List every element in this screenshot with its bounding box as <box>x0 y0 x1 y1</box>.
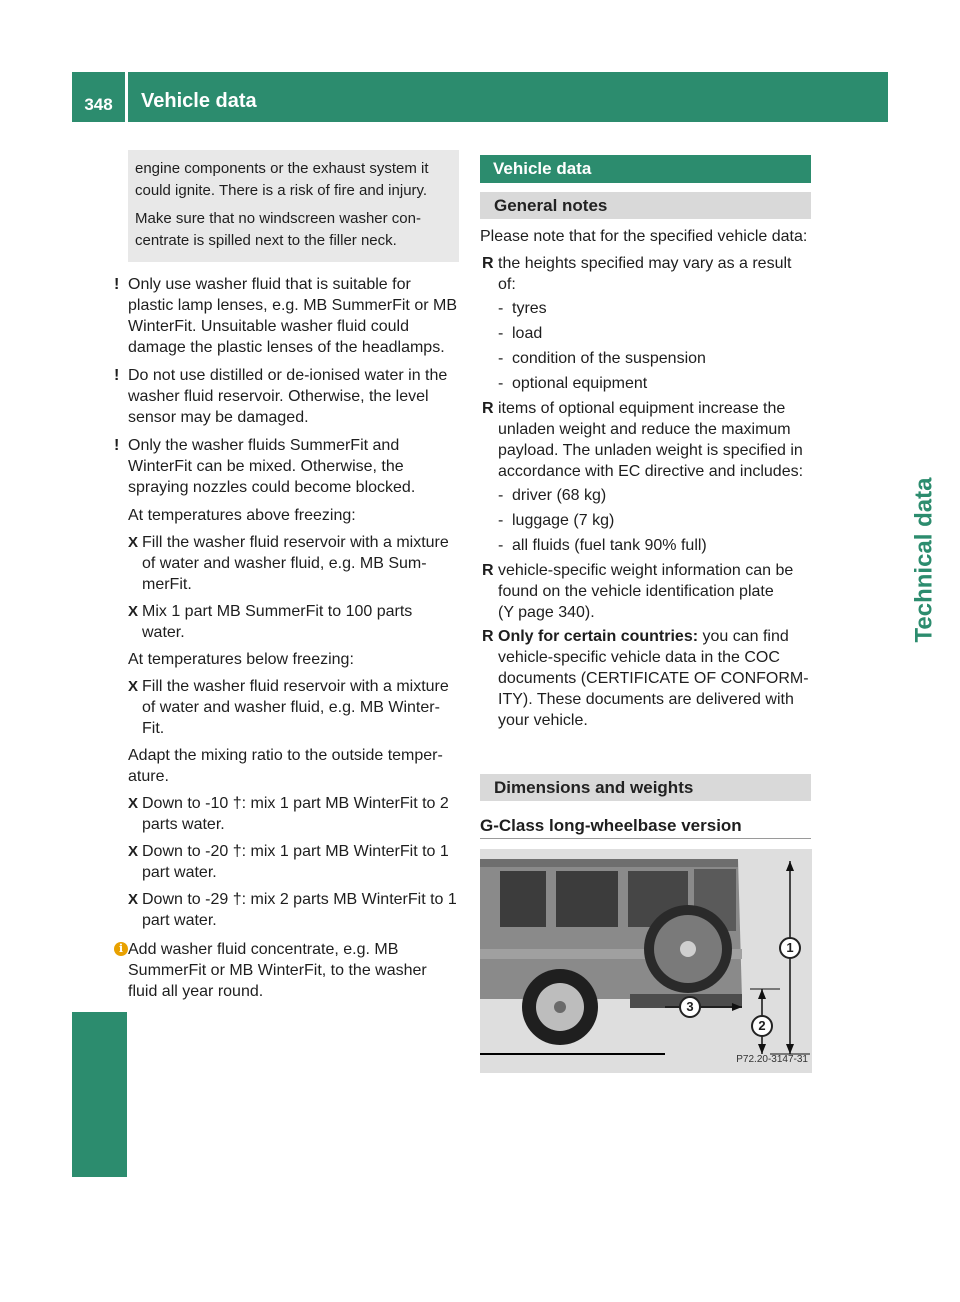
dash-text: condition of the suspension <box>512 350 706 367</box>
bullet-item <box>480 253 811 295</box>
notice-distilled-water <box>114 365 459 428</box>
page-number: 348 <box>84 95 113 114</box>
step-item <box>128 676 459 739</box>
bullet-marker: R <box>482 562 494 579</box>
bullet-item <box>480 560 811 623</box>
dash-item <box>480 348 811 369</box>
warning-text-1: engine components or the exhaust system it could ignite. There is a risk of fire and injury. <box>135 160 429 199</box>
notice-icon: ! <box>114 276 120 293</box>
step-item <box>128 793 459 835</box>
side-tab-column <box>72 122 127 1012</box>
dash-marker: - <box>498 487 504 504</box>
step-item <box>128 841 459 883</box>
notice-text: Only use washer fluid that is suitable for plastic lamp lenses, e.g. MB SummerFit or MB WinterFit. Unsuitable washer fluid could damage the plastic lenses of the headlamps. <box>128 276 457 356</box>
dash-item <box>480 510 811 531</box>
info-icon: i <box>114 942 128 956</box>
notice-icon: ! <box>114 437 120 454</box>
header-title: Vehicle data <box>141 90 257 112</box>
warning-box <box>128 150 459 262</box>
bullet-item <box>480 398 811 482</box>
header-divider <box>125 72 128 122</box>
bullet-bold-lead: Only for certain countries: <box>498 628 699 645</box>
vehicle-dimensions-figure <box>480 849 812 1073</box>
notice-text: Only the washer fluids SummerFit and WinterFit can be mixed. Otherwise, the spraying nozzles could become blocked. <box>128 437 416 496</box>
step-text: Fill the washer fluid reservoir with a mixture of water and washer fluid, e.g. MB Sum-merFit. <box>142 534 449 593</box>
bullet-marker: R <box>482 628 494 645</box>
right-column <box>480 155 811 1073</box>
step-text: Down to -29 †: mix 2 parts MB WinterFit to 1 part water. <box>142 891 457 929</box>
dash-text: luggage (7 kg) <box>512 512 615 529</box>
dash-item <box>480 535 811 556</box>
general-intro: Please note that for the specified vehicle data: <box>480 228 808 245</box>
step-text: Down to -10 †: mix 1 part MB WinterFit to 2 parts water. <box>142 795 449 833</box>
dash-text: all fluids (fuel tank 90% full) <box>512 537 707 554</box>
figure-code: P72.20-3147-31 <box>736 1054 808 1065</box>
dash-item <box>480 323 811 344</box>
side-tab-label: Technical data <box>910 477 938 643</box>
step-text: Down to -20 †: mix 1 part MB WinterFit to 1 part water. <box>142 843 449 881</box>
step-item <box>128 889 459 931</box>
dash-text: driver (68 kg) <box>512 487 607 504</box>
dash-text: optional equipment <box>512 375 648 392</box>
info-note <box>114 939 459 1002</box>
notice-washer-fluid <box>114 274 459 358</box>
dash-text: load <box>512 325 543 342</box>
bullet-marker: R <box>482 255 494 272</box>
below-freezing-intro: At temperatures below freezing: <box>128 651 354 668</box>
bullet-text: you can find vehicle-specific vehicle data in the COC documents (CERTIFICATE OF CONFORM-ITY). These documents are delivered with your vehicle. <box>498 628 809 729</box>
dash-marker: - <box>498 350 504 367</box>
bullet-text: vehicle-specific weight information can be found on the vehicle identification plate <box>498 562 794 600</box>
dash-marker: - <box>498 325 504 342</box>
dash-item <box>480 298 811 319</box>
step-arrow-icon: X <box>128 891 139 908</box>
dash-marker: - <box>498 537 504 554</box>
side-tab-bar <box>72 1012 127 1177</box>
callout-2: 2 <box>751 1015 773 1037</box>
info-text: Add washer fluid concentrate, e.g. MB SummerFit or MB WinterFit, to the washer fluid all year round. <box>128 941 427 1000</box>
figure-heading: G-Class long-wheelbase version <box>480 815 811 839</box>
dash-marker: - <box>498 375 504 392</box>
step-arrow-icon: X <box>128 603 139 620</box>
bullet-text: items of optional equipment increase the unladen weight and reduce the maximum payload. The unladen weight is specified in accordance with EC directive and includes: <box>498 400 804 480</box>
step-item <box>128 601 459 643</box>
callout-1: 1 <box>779 937 801 959</box>
warning-text-2: Make sure that no windscreen washer con-centrate is spilled next to the filler neck. <box>135 210 421 249</box>
step-arrow-icon: X <box>128 843 139 860</box>
vehicle-illustration <box>480 849 812 1073</box>
notice-mixing-fluids <box>114 435 459 498</box>
step-arrow-icon: X <box>128 795 139 812</box>
subheading-dimensions-weights: Dimensions and weights <box>480 774 811 801</box>
above-freezing-intro: At temperatures above freezing: <box>128 507 356 524</box>
dash-marker: - <box>498 300 504 317</box>
subheading-general-notes: General notes <box>480 192 811 219</box>
step-arrow-icon: X <box>128 678 139 695</box>
step-text: Mix 1 part MB SummerFit to 100 parts water. <box>142 603 413 641</box>
step-item <box>128 532 459 595</box>
dash-text: tyres <box>512 300 547 317</box>
page-reference-link[interactable]: (Y page 340). <box>498 604 595 621</box>
dash-item <box>480 373 811 394</box>
step-arrow-icon: X <box>128 534 139 551</box>
bullet-text: the heights specified may vary as a result of: <box>498 255 792 293</box>
adapt-intro: Adapt the mixing ratio to the outside temper-ature. <box>128 747 443 785</box>
notice-text: Do not use distilled or de-ionised water in the washer fluid reservoir. Otherwise, the level sensor may be damaged. <box>128 367 448 426</box>
dash-item <box>480 485 811 506</box>
callout-3: 3 <box>679 996 701 1018</box>
bullet-item <box>480 626 811 731</box>
step-text: Fill the washer fluid reservoir with a mixture of water and washer fluid, e.g. MB Winter-Fit. <box>142 678 449 737</box>
notice-icon: ! <box>114 367 120 384</box>
dash-marker: - <box>498 512 504 529</box>
left-column <box>114 150 459 1002</box>
section-heading-vehicle-data: Vehicle data <box>480 155 811 183</box>
bullet-marker: R <box>482 400 494 417</box>
